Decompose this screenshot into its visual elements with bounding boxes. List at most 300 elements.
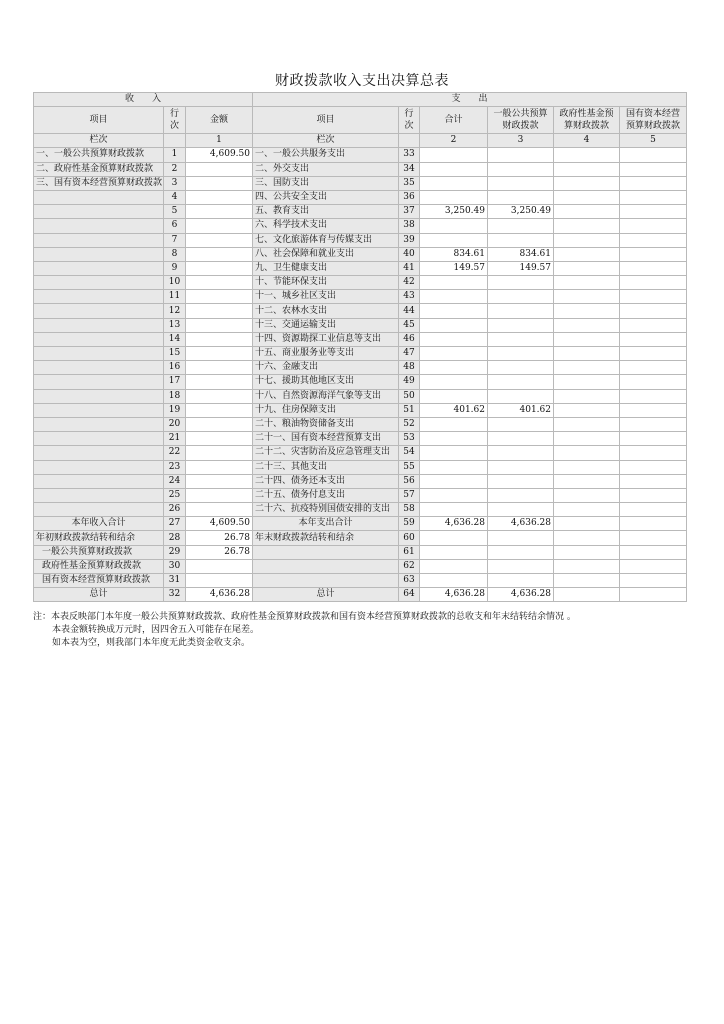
income-row-no: 6 xyxy=(164,219,186,233)
expense-item: 二十一、国有资本经营预算支出 xyxy=(253,432,399,446)
table-row xyxy=(34,247,687,261)
expense-item-header: 项目 xyxy=(253,107,399,134)
carry-row: 年初财政拨款结转和结余 28 26.78 年末财政拨款结转和结余 60 xyxy=(34,531,687,545)
income-amount xyxy=(186,233,253,247)
state-capital-header: 国有资本经营预算财政拨款 xyxy=(620,107,687,134)
capital-amount xyxy=(620,290,687,304)
expense-item: 十、节能环保支出 xyxy=(253,276,399,290)
gov-fund-header: 政府性基金预算财政拨款 xyxy=(554,107,620,134)
expense-row-no: 54 xyxy=(399,446,420,460)
income-amount xyxy=(186,417,253,431)
income-item xyxy=(34,190,164,204)
total-amount xyxy=(420,460,488,474)
income-amount xyxy=(186,389,253,403)
capital-amount xyxy=(620,219,687,233)
expense-row-no: 42 xyxy=(399,276,420,290)
income-row-no: 4 xyxy=(164,190,186,204)
income-item xyxy=(34,347,164,361)
fund-amount xyxy=(554,190,620,204)
income-amount xyxy=(186,290,253,304)
general-amount xyxy=(488,361,554,375)
expense-row-no: 57 xyxy=(399,488,420,502)
total-amount xyxy=(420,233,488,247)
total-amount xyxy=(420,332,488,346)
income-row-no: 10 xyxy=(164,276,186,290)
grand-income-label: 总计 xyxy=(34,588,164,602)
total-amount: 401.62 xyxy=(420,403,488,417)
fund-amount xyxy=(554,176,620,190)
general-amount xyxy=(488,446,554,460)
income-row-no: 23 xyxy=(164,460,186,474)
expense-row-no: 56 xyxy=(399,474,420,488)
table-row xyxy=(34,190,687,204)
fiscal-summary-table xyxy=(33,92,687,602)
income-item xyxy=(34,361,164,375)
expense-row-no: 49 xyxy=(399,375,420,389)
total-amount xyxy=(420,347,488,361)
capital-amount xyxy=(620,488,687,502)
col-2: 2 xyxy=(420,134,488,148)
total-amount xyxy=(420,290,488,304)
capital-amount xyxy=(620,162,687,176)
expense-item: 二十二、灾害防治及应急管理支出 xyxy=(253,446,399,460)
general-amount xyxy=(488,233,554,247)
income-row-no: 5 xyxy=(164,205,186,219)
expense-row-no: 39 xyxy=(399,233,420,247)
income-item xyxy=(34,219,164,233)
income-item xyxy=(34,460,164,474)
header-row-2 xyxy=(34,107,687,134)
expense-item: 二十四、债务还本支出 xyxy=(253,474,399,488)
fund-amount xyxy=(554,247,620,261)
table-row xyxy=(34,446,687,460)
income-item xyxy=(34,304,164,318)
total-amount xyxy=(420,361,488,375)
grand-income-amount: 4,636.28 xyxy=(186,588,253,602)
page-title: 财政拨款收入支出决算总表 xyxy=(275,73,449,89)
total-amount xyxy=(420,432,488,446)
income-row-no: 3 xyxy=(164,176,186,190)
income-amount xyxy=(186,503,253,517)
col-4: 4 xyxy=(554,134,620,148)
capital-amount xyxy=(620,474,687,488)
capital-amount xyxy=(620,417,687,431)
income-row-no: 8 xyxy=(164,247,186,261)
col-3: 3 xyxy=(488,134,554,148)
grand-total-row: 总计 32 4,636.28 总计 64 4,636.28 4,636.28 xyxy=(34,588,687,602)
expense-row-no: 53 xyxy=(399,432,420,446)
general-amount: 834.61 xyxy=(488,247,554,261)
table-row xyxy=(34,432,687,446)
income-item xyxy=(34,332,164,346)
income-amount xyxy=(186,347,253,361)
income-row-no: 12 xyxy=(164,304,186,318)
capital-amount xyxy=(620,148,687,162)
income-item: 一、一般公共预算财政拨款 xyxy=(34,148,164,162)
col-5: 5 xyxy=(620,134,687,148)
income-row-no: 16 xyxy=(164,361,186,375)
income-row-no: 22 xyxy=(164,446,186,460)
note-line: 如本表为空，则我部门本年度无此类资金收支余。 xyxy=(52,638,251,648)
total-amount xyxy=(420,389,488,403)
expense-item: 三、国防支出 xyxy=(253,176,399,190)
expense-row-no: 46 xyxy=(399,332,420,346)
capital-amount xyxy=(620,361,687,375)
expense-item: 二十五、债务付息支出 xyxy=(253,488,399,502)
capital-amount xyxy=(620,332,687,346)
income-row-no: 18 xyxy=(164,389,186,403)
general-amount: 401.62 xyxy=(488,403,554,417)
table-row xyxy=(34,332,687,346)
expense-row-no: 58 xyxy=(399,503,420,517)
income-row-no: 7 xyxy=(164,233,186,247)
fund-amount xyxy=(554,389,620,403)
capital-amount xyxy=(620,503,687,517)
income-amount xyxy=(186,446,253,460)
expense-row-no: 44 xyxy=(399,304,420,318)
capital-amount xyxy=(620,233,687,247)
carry-capital-row: 国有资本经营预算财政拨款 31 63 xyxy=(34,574,687,588)
capital-amount xyxy=(620,318,687,332)
general-amount xyxy=(488,276,554,290)
expense-item: 二十、粮油物资储备支出 xyxy=(253,417,399,431)
income-amount xyxy=(186,361,253,375)
income-amount xyxy=(186,488,253,502)
income-item xyxy=(34,247,164,261)
capital-amount xyxy=(620,261,687,275)
year-income-total-label: 本年收入合计 xyxy=(34,517,164,531)
income-row-no: 24 xyxy=(164,474,186,488)
capital-amount xyxy=(620,460,687,474)
income-item xyxy=(34,417,164,431)
table-row xyxy=(34,304,687,318)
income-row-no: 25 xyxy=(164,488,186,502)
general-amount xyxy=(488,460,554,474)
total-header: 合计 xyxy=(420,107,488,134)
expense-item: 十三、交通运输支出 xyxy=(253,318,399,332)
total-amount xyxy=(420,446,488,460)
table-row xyxy=(34,474,687,488)
general-amount xyxy=(488,474,554,488)
expense-column-no-label: 栏次 xyxy=(253,134,399,148)
income-amount xyxy=(186,261,253,275)
total-amount xyxy=(420,503,488,517)
income-item xyxy=(34,276,164,290)
total-amount xyxy=(420,417,488,431)
table-row xyxy=(34,162,687,176)
income-amount xyxy=(186,190,253,204)
expense-row-no: 50 xyxy=(399,389,420,403)
capital-amount xyxy=(620,432,687,446)
general-amount xyxy=(488,347,554,361)
total-amount xyxy=(420,318,488,332)
expense-item: 八、社会保障和就业支出 xyxy=(253,247,399,261)
income-amount-header: 金额 xyxy=(186,107,253,134)
end-carry-label: 年末财政拨款结转和结余 xyxy=(253,531,399,545)
income-amount xyxy=(186,219,253,233)
table-row xyxy=(34,205,687,219)
expense-row-no: 40 xyxy=(399,247,420,261)
income-row-no: 2 xyxy=(164,162,186,176)
general-amount xyxy=(488,375,554,389)
income-row-no: 21 xyxy=(164,432,186,446)
income-row-no: 26 xyxy=(164,503,186,517)
fund-amount xyxy=(554,304,620,318)
income-item xyxy=(34,446,164,460)
general-amount xyxy=(488,389,554,403)
table-row xyxy=(34,261,687,275)
income-amount xyxy=(186,474,253,488)
capital-amount xyxy=(620,247,687,261)
income-amount xyxy=(186,162,253,176)
expense-row-no: 52 xyxy=(399,417,420,431)
note-line: 本表金额转换成万元时，因四舍五入可能存在尾差。 xyxy=(52,625,260,635)
expense-rowno-header: 行次 xyxy=(399,107,420,134)
table-row xyxy=(34,375,687,389)
fund-amount xyxy=(554,361,620,375)
table-row xyxy=(34,403,687,417)
general-amount: 149.57 xyxy=(488,261,554,275)
income-header: 收 入 xyxy=(34,93,253,107)
expense-item: 十九、住房保障支出 xyxy=(253,403,399,417)
fund-amount xyxy=(554,403,620,417)
grand-expense-label: 总计 xyxy=(253,588,399,602)
capital-amount xyxy=(620,176,687,190)
expense-row-no: 38 xyxy=(399,219,420,233)
expense-item: 二十三、其他支出 xyxy=(253,460,399,474)
fund-amount xyxy=(554,276,620,290)
expense-item: 九、卫生健康支出 xyxy=(253,261,399,275)
fund-amount xyxy=(554,332,620,346)
total-amount: 3,250.49 xyxy=(420,205,488,219)
income-item xyxy=(34,432,164,446)
fund-amount xyxy=(554,347,620,361)
general-amount xyxy=(488,162,554,176)
total-amount: 834.61 xyxy=(420,247,488,261)
expense-item: 十八、自然资源海洋气象等支出 xyxy=(253,389,399,403)
table-row xyxy=(34,276,687,290)
income-item xyxy=(34,205,164,219)
general-amount xyxy=(488,190,554,204)
total-amount xyxy=(420,276,488,290)
fund-amount xyxy=(554,375,620,389)
income-row-no: 14 xyxy=(164,332,186,346)
general-amount xyxy=(488,318,554,332)
expense-item: 二十六、抗疫特别国债安排的支出 xyxy=(253,503,399,517)
income-item xyxy=(34,233,164,247)
expense-item: 十五、商业服务业等支出 xyxy=(253,347,399,361)
general-amount xyxy=(488,488,554,502)
capital-amount xyxy=(620,375,687,389)
expense-header: 支 出 xyxy=(253,93,687,107)
general-amount xyxy=(488,304,554,318)
income-item: 三、国有资本经营预算财政拨款 xyxy=(34,176,164,190)
fund-amount xyxy=(554,488,620,502)
income-item: 二、政府性基金预算财政拨款 xyxy=(34,162,164,176)
fund-amount xyxy=(554,162,620,176)
expense-item: 十二、农林水支出 xyxy=(253,304,399,318)
capital-amount xyxy=(620,205,687,219)
total-amount xyxy=(420,375,488,389)
expense-item: 十四、资源勘探工业信息等支出 xyxy=(253,332,399,346)
general-amount xyxy=(488,417,554,431)
table-row xyxy=(34,417,687,431)
income-amount xyxy=(186,332,253,346)
column-number-row xyxy=(34,134,687,148)
col-1: 1 xyxy=(186,134,253,148)
fund-amount xyxy=(554,318,620,332)
income-amount xyxy=(186,460,253,474)
begin-carry-label: 年初财政拨款结转和结余 xyxy=(34,531,164,545)
table-row xyxy=(34,460,687,474)
expense-row-no: 33 xyxy=(399,148,420,162)
header-row-1 xyxy=(34,93,687,107)
general-amount xyxy=(488,176,554,190)
capital-amount xyxy=(620,276,687,290)
general-amount xyxy=(488,432,554,446)
expense-row-no: 48 xyxy=(399,361,420,375)
fund-amount xyxy=(554,460,620,474)
income-amount: 4,609.50 xyxy=(186,148,253,162)
carry-fund-row: 政府性基金预算财政拨款 30 62 xyxy=(34,559,687,573)
footnotes xyxy=(33,611,576,650)
capital-amount xyxy=(620,403,687,417)
income-amount xyxy=(186,403,253,417)
expense-row-no: 45 xyxy=(399,318,420,332)
income-amount xyxy=(186,205,253,219)
year-total-row: 本年收入合计 27 4,609.50 本年支出合计 59 4,636.28 4,636.28 xyxy=(34,517,687,531)
income-amount xyxy=(186,276,253,290)
fund-amount xyxy=(554,417,620,431)
income-row-no: 9 xyxy=(164,261,186,275)
total-amount xyxy=(420,176,488,190)
expense-item: 一、一般公共服务支出 xyxy=(253,148,399,162)
income-item xyxy=(34,503,164,517)
total-amount xyxy=(420,148,488,162)
general-amount xyxy=(488,148,554,162)
table-row xyxy=(34,233,687,247)
table-row xyxy=(34,347,687,361)
general-budget-header: 一般公共预算财政拨款 xyxy=(488,107,554,134)
fund-amount xyxy=(554,233,620,247)
expense-row-no: 43 xyxy=(399,290,420,304)
table-row xyxy=(34,389,687,403)
income-amount xyxy=(186,304,253,318)
income-item xyxy=(34,318,164,332)
table-row xyxy=(34,176,687,190)
income-item xyxy=(34,261,164,275)
income-item-header: 项目 xyxy=(34,107,164,134)
total-amount: 149.57 xyxy=(420,261,488,275)
income-row-no: 1 xyxy=(164,148,186,162)
total-amount xyxy=(420,304,488,318)
income-amount xyxy=(186,432,253,446)
table-row xyxy=(34,219,687,233)
fund-amount xyxy=(554,148,620,162)
expense-item: 二、外交支出 xyxy=(253,162,399,176)
fund-amount xyxy=(554,432,620,446)
table-row xyxy=(34,503,687,517)
total-amount xyxy=(420,190,488,204)
expense-item: 十一、城乡社区支出 xyxy=(253,290,399,304)
total-amount xyxy=(420,219,488,233)
income-item xyxy=(34,488,164,502)
capital-amount xyxy=(620,347,687,361)
income-item xyxy=(34,403,164,417)
expense-item: 十六、金融支出 xyxy=(253,361,399,375)
total-amount xyxy=(420,488,488,502)
expense-row-no: 34 xyxy=(399,162,420,176)
fund-amount xyxy=(554,219,620,233)
income-column-no-label: 栏次 xyxy=(34,134,164,148)
general-amount xyxy=(488,332,554,346)
fund-amount xyxy=(554,290,620,304)
income-item xyxy=(34,290,164,304)
income-row-no: 13 xyxy=(164,318,186,332)
income-amount xyxy=(186,318,253,332)
table-row xyxy=(34,148,687,162)
income-amount xyxy=(186,247,253,261)
table-row xyxy=(34,290,687,304)
income-row-no: 17 xyxy=(164,375,186,389)
fund-amount xyxy=(554,205,620,219)
fund-amount xyxy=(554,503,620,517)
fund-amount xyxy=(554,474,620,488)
year-expense-total-label: 本年支出合计 xyxy=(253,517,399,531)
expense-row-no: 47 xyxy=(399,347,420,361)
general-amount xyxy=(488,503,554,517)
general-amount xyxy=(488,290,554,304)
capital-amount xyxy=(620,446,687,460)
income-row-no: 19 xyxy=(164,403,186,417)
carry-general-row: 一般公共预算财政拨款 29 26.78 61 xyxy=(34,545,687,559)
expense-row-no: 51 xyxy=(399,403,420,417)
note-line: 注：本表反映部门本年度一般公共预算财政拨款、政府性基金预算财政拨款和国有资本经营预算财政拨款的总收支和年末结转结余情况 。 xyxy=(33,612,576,622)
income-item xyxy=(34,474,164,488)
general-amount xyxy=(488,219,554,233)
general-amount: 3,250.49 xyxy=(488,205,554,219)
table-row xyxy=(34,488,687,502)
total-amount xyxy=(420,474,488,488)
expense-row-no: 55 xyxy=(399,460,420,474)
expense-row-no: 37 xyxy=(399,205,420,219)
income-item xyxy=(34,375,164,389)
table-row xyxy=(34,361,687,375)
income-row-no: 15 xyxy=(164,347,186,361)
income-row-no: 11 xyxy=(164,290,186,304)
income-item xyxy=(34,389,164,403)
income-amount xyxy=(186,176,253,190)
year-income-total-amount: 4,609.50 xyxy=(186,517,253,531)
table-row xyxy=(34,318,687,332)
expense-item: 六、科学技术支出 xyxy=(253,219,399,233)
expense-item: 十七、援助其他地区支出 xyxy=(253,375,399,389)
fund-amount xyxy=(554,446,620,460)
expense-item: 四、公共安全支出 xyxy=(253,190,399,204)
expense-row-no: 35 xyxy=(399,176,420,190)
expense-item: 五、教育支出 xyxy=(253,205,399,219)
total-amount xyxy=(420,162,488,176)
fund-amount xyxy=(554,261,620,275)
income-rowno-header: 行次 xyxy=(164,107,186,134)
capital-amount xyxy=(620,190,687,204)
expense-item: 七、文化旅游体育与传媒支出 xyxy=(253,233,399,247)
capital-amount xyxy=(620,389,687,403)
income-amount xyxy=(186,375,253,389)
capital-amount xyxy=(620,304,687,318)
expense-row-no: 36 xyxy=(399,190,420,204)
expense-row-no: 41 xyxy=(399,261,420,275)
